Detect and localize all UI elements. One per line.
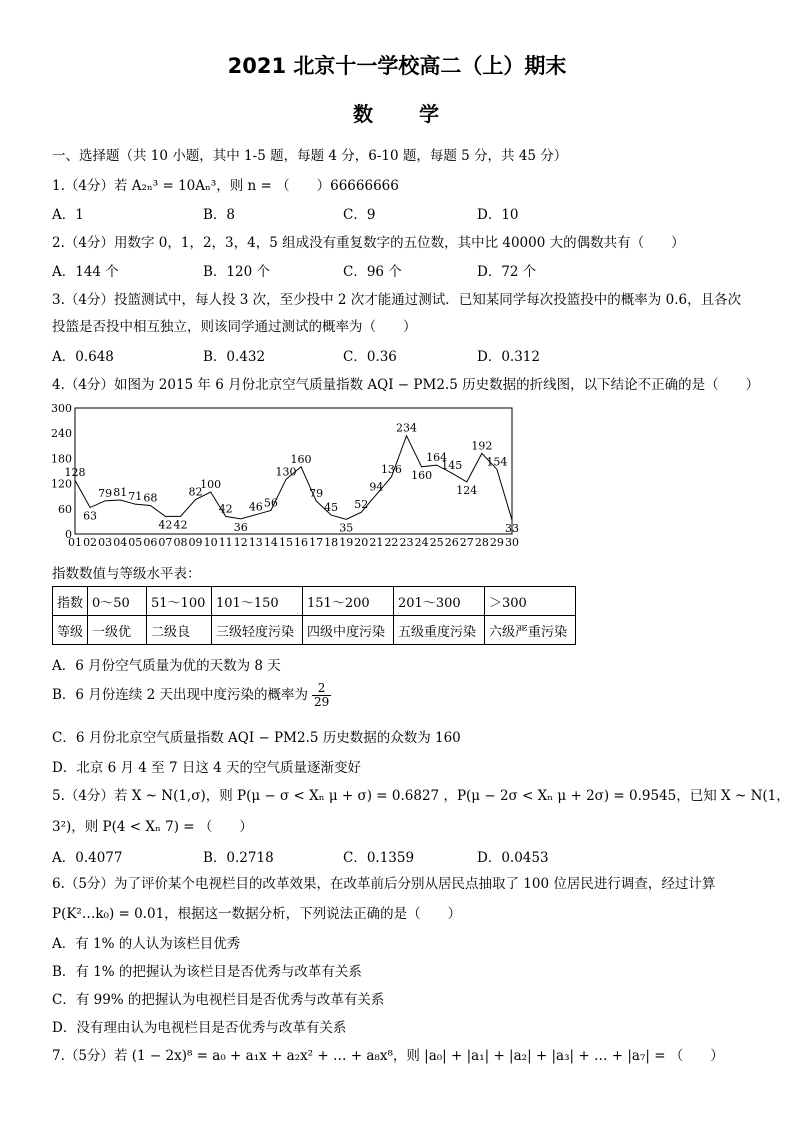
question-4-option-c: C．6 月份北京空气质量指数 AQI − PM2.5 历史数据的众数为 160	[52, 730, 461, 746]
section-heading: 一、选择题（共 10 小题，其中 1-5 题，每题 4 分，6-10 题，每题 5 分，共 45 分）	[52, 148, 568, 164]
data-label: 36	[233, 520, 248, 534]
data-label: 160	[411, 468, 433, 482]
question-6-option-d: D．没有理由认为电视栏目是否优秀与改革有关系	[52, 1020, 347, 1036]
x-tick-label: 06	[143, 536, 158, 549]
x-tick-label: 18	[324, 536, 339, 549]
data-label: 192	[471, 439, 493, 453]
question-4-option-b	[52, 682, 331, 709]
data-label: 71	[128, 490, 143, 504]
data-label: 33	[505, 522, 519, 536]
table-cell: 等级	[53, 616, 88, 645]
data-label: 63	[83, 509, 98, 523]
x-tick-label: 13	[248, 536, 263, 549]
question-4-stem: 4.（4分）如图为 2015 年 6 月份北京空气质量指数 AQI − PM2.5 历史数据的折线图，以下结论不正确的是（ ）	[52, 377, 760, 393]
level-table-title: 指数数值与等级水平表：	[52, 566, 201, 582]
data-label: 46	[248, 500, 263, 514]
data-label: 82	[188, 485, 203, 499]
option-d: D．0.312	[477, 349, 540, 365]
x-tick-label: 27	[459, 536, 474, 549]
option-a: A．1	[52, 207, 84, 223]
option-b: B．120 个	[203, 264, 270, 280]
data-label: 81	[113, 485, 128, 499]
fraction-denominator: 29	[313, 695, 330, 709]
x-tick-label: 25	[429, 536, 444, 549]
option-b-text: B．6 月份连续 2 天出现中度污染的概率为	[52, 687, 308, 703]
table-cell: 201～300	[394, 587, 485, 616]
x-tick-label: 03	[98, 536, 113, 549]
subject-title: 数 学	[353, 102, 441, 126]
x-tick-label: 28	[474, 536, 489, 549]
option-a: A．0.4077	[52, 850, 123, 866]
data-label: 42	[158, 518, 173, 532]
x-tick-label: 17	[309, 536, 324, 549]
question-4-option-a: A．6 月份空气质量为优的天数为 8 天	[52, 658, 281, 674]
x-tick-label: 22	[384, 536, 399, 549]
option-a: A．0.648	[52, 349, 114, 365]
x-tick-label: 21	[369, 536, 384, 549]
x-tick-label: 09	[188, 536, 203, 549]
data-label: 79	[98, 486, 113, 500]
data-label: 42	[218, 502, 233, 516]
x-tick-label: 14	[263, 536, 278, 549]
data-label: 128	[64, 466, 86, 480]
x-tick-label: 05	[128, 536, 143, 549]
question-6-line2: P(K²…k₀) = 0.01，根据这一数据分析，下列说法正确的是（ ）	[52, 906, 462, 922]
option-d: D．10	[477, 207, 519, 223]
x-tick-label: 19	[339, 536, 354, 549]
question-6-option-a: A．有 1% 的人认为该栏目优秀	[52, 936, 241, 952]
data-label: 136	[380, 462, 402, 476]
option-c: C．0.1359	[343, 850, 415, 866]
option-b: B．0.2718	[203, 850, 274, 866]
table-cell: 51～100	[147, 587, 212, 616]
y-tick-label: 240	[51, 427, 72, 441]
x-tick-label: 10	[203, 536, 218, 549]
option-b: B．8	[203, 207, 236, 223]
table-row	[53, 616, 576, 645]
page-title: 2021 北京十一学校高二（上）期末	[227, 54, 567, 78]
x-tick-label: 24	[414, 536, 429, 549]
y-tick-label: 300	[51, 402, 72, 415]
option-c: C．0.36	[343, 349, 397, 365]
question-1-options	[52, 203, 752, 221]
data-label: 56	[263, 496, 278, 510]
data-label: 124	[456, 483, 478, 497]
data-label: 154	[486, 455, 508, 469]
table-cell: 一级优	[88, 616, 147, 645]
x-tick-label: 08	[173, 536, 188, 549]
table-cell: 0～50	[88, 587, 147, 616]
data-label: 234	[396, 421, 418, 435]
x-tick-label: 29	[489, 536, 504, 549]
option-b: B．0.432	[203, 349, 266, 365]
data-label: 100	[200, 478, 222, 491]
x-tick-label: 30	[505, 536, 519, 549]
table-cell: 五级重度污染	[394, 616, 485, 645]
table-row	[53, 587, 576, 616]
x-tick-label: 02	[83, 536, 98, 549]
data-label: 52	[354, 498, 369, 512]
data-label: 35	[339, 521, 354, 535]
option-d: D．0.0453	[477, 850, 549, 866]
question-5-line1: 5.（4分）若 X ~ N(1,σ)，则 P(μ − σ < Xₙ μ + σ) = 0.6827 ，P(μ − 2σ < Xₙ μ + 2σ) = 0.9545，已知 X ~ N(1，	[52, 788, 790, 804]
question-5-line2: 3²)，则 P(4 < Xₙ 7) = （ ）	[52, 819, 253, 835]
question-3-options	[52, 345, 752, 363]
question-1-stem: 1.（4分）若 A₂ₙ³ = 10Aₙ³，则 n = （ ）66666666	[52, 178, 399, 194]
data-label: 145	[441, 459, 463, 473]
option-c: C．96 个	[343, 264, 402, 280]
x-tick-label: 20	[354, 536, 369, 549]
option-a: A．144 个	[52, 264, 119, 280]
table-cell: 101～150	[212, 587, 303, 616]
x-tick-label: 12	[233, 536, 248, 549]
question-6-option-b: B．有 1% 的把握认为该栏目是否优秀与改革有关系	[52, 964, 362, 980]
y-tick-label: 60	[58, 502, 72, 516]
x-tick-label: 01	[68, 536, 82, 549]
y-tick-label: 120	[51, 477, 72, 491]
y-tick-label: 0	[65, 528, 72, 541]
question-2-stem: 2.（4分）用数字 0，1，2，3，4，5 组成没有重复数字的五位数，其中比 40000 大的偶数共有（ ）	[52, 235, 685, 251]
table-cell: 指数	[53, 587, 88, 616]
x-tick-label: 26	[444, 536, 459, 549]
question-4-option-d: D．北京 6 月 4 至 7 日这 4 天的空气质量逐渐变好	[52, 760, 362, 776]
data-label: 42	[173, 518, 188, 532]
question-7-stem: 7.（5分）若 (1 − 2x)⁸ = a₀ + a₁x + a₂x² + … + a₈x⁸，则 |a₀| + |a₁| + |a₂| + |a₃| + … + |a₇| = （ ）	[52, 1048, 724, 1064]
question-3-stem-line2: 投篮是否投中相互独立，则该同学通过测试的概率为（ ）	[52, 319, 417, 335]
table-cell: 六级严重污染	[485, 616, 576, 645]
x-tick-label: 23	[399, 536, 414, 549]
question-6-line1: 6.（5分）为了评价某个电视栏目的改革效果，在改革前后分别从居民点抽取了 100 位居民进行调查，经过计算	[52, 876, 716, 892]
question-3-stem-line1: 3.（4分）投篮测试中，每人投 3 次，至少投中 2 次才能通过测试．已知某同学每次投篮投中的概率为 0.6，且各次	[52, 292, 742, 308]
option-c: C．9	[343, 207, 376, 223]
question-2-options	[52, 260, 752, 278]
aqi-line-chart	[40, 398, 520, 550]
data-label: 68	[143, 491, 158, 505]
x-tick-label: 16	[294, 536, 309, 549]
fraction-numerator: 2	[312, 682, 331, 696]
aqi-level-table	[52, 586, 576, 645]
data-label: 94	[369, 480, 384, 494]
chart-labels-layer	[65, 422, 520, 535]
data-label: 79	[309, 486, 324, 500]
y-tick-label: 180	[51, 452, 72, 466]
x-tick-label: 15	[278, 536, 293, 549]
question-6-option-c: C．有 99% 的把握认为电视栏目是否优秀与改革有关系	[52, 992, 385, 1008]
data-label: 130	[275, 465, 297, 479]
option-d: D．72 个	[477, 264, 537, 280]
table-cell: 151～200	[303, 587, 394, 616]
fraction	[312, 682, 331, 709]
x-tick-label: 07	[158, 536, 173, 549]
table-cell: 四级中度污染	[303, 616, 394, 645]
table-cell: 二级良	[147, 616, 212, 645]
data-label: 160	[290, 452, 312, 466]
x-tick-label: 04	[113, 536, 128, 549]
table-cell: ＞300	[485, 587, 576, 616]
data-label: 45	[324, 501, 339, 515]
x-tick-label: 11	[218, 536, 233, 549]
table-cell: 三级轻度污染	[212, 616, 303, 645]
question-5-options	[52, 846, 752, 864]
data-label: 164	[426, 451, 448, 465]
